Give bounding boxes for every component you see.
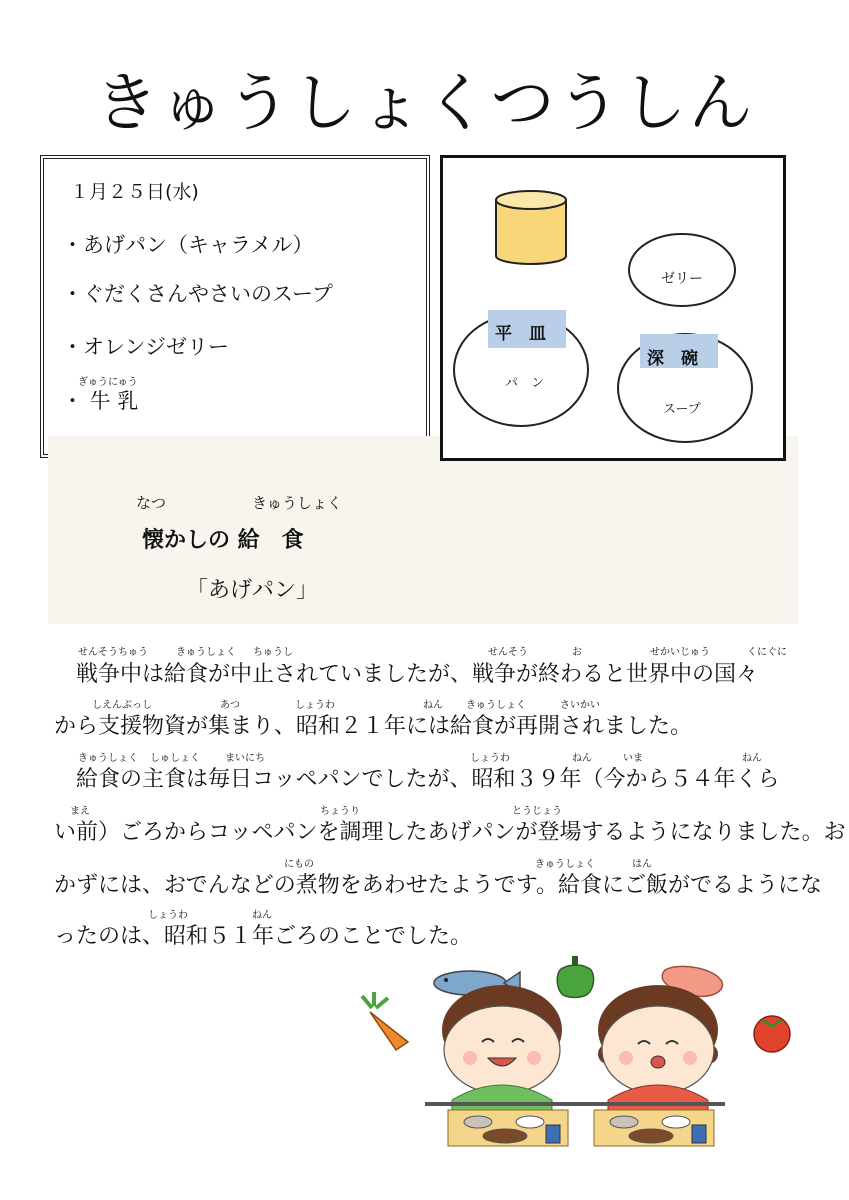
child-right-icon — [598, 985, 718, 1115]
furigana: さいかい — [560, 700, 600, 711]
carrot-icon — [362, 992, 408, 1050]
furigana: しょうわ — [295, 700, 335, 711]
body-line: かずには、おでんなどの煮物をあわせたようです。給食にご飯がでるようにな — [54, 873, 823, 898]
green-pepper-icon — [557, 956, 593, 998]
furigana: ねん — [252, 910, 272, 921]
furigana: ねん — [423, 700, 443, 711]
furigana: あつ — [220, 700, 240, 711]
furigana: にもの — [284, 859, 314, 870]
furigana: しょうわ — [148, 910, 188, 921]
furigana: しょうわ — [470, 753, 510, 764]
page-title: きゅうしょくつうしん — [94, 67, 755, 141]
furigana: お — [572, 647, 582, 658]
furigana: せんそう — [488, 647, 528, 658]
section-title: 懐かしの 給 食 — [142, 528, 304, 553]
deep-bowl-label: 深 碗 — [647, 349, 698, 369]
menu-item-milk: ・ 牛 乳 — [62, 389, 139, 413]
furigana: しゅしょく — [150, 753, 200, 764]
lunch-tray-right-icon — [594, 1110, 714, 1146]
body-line: 給食の主食は毎日コッペパンでしたが、昭和３９年（今から５４年くら — [54, 767, 780, 792]
furigana-natsu: なつ — [136, 494, 167, 512]
furigana: とうじょう — [512, 806, 562, 817]
milk-cup-icon — [496, 191, 566, 264]
menu-item-agepan: ・あげパン（キャラメル） — [62, 233, 314, 257]
furigana: ねん — [572, 753, 592, 764]
bread-label: パ ン — [505, 376, 545, 391]
menu-box — [40, 155, 430, 458]
furigana: いま — [623, 753, 643, 764]
lunch-illustration — [360, 950, 800, 1150]
tray-svg — [443, 158, 783, 458]
furigana: しえんぶっし — [92, 700, 152, 711]
section-subtitle: 「あげパン」 — [186, 578, 319, 603]
milk-ruby: ぎゅうにゅう — [78, 377, 138, 388]
furigana: きゅうしょく — [535, 859, 595, 870]
furigana: はん — [632, 859, 652, 870]
furigana: きゅうしょく — [78, 753, 138, 764]
furigana: くにぐに — [747, 647, 787, 658]
jelly-label: ゼリー — [661, 271, 703, 287]
furigana: ちょうり — [320, 806, 360, 817]
body-line: 戦争中は給食が中止されていましたが、戦争が終わると世界中の国々 — [54, 662, 759, 687]
soup-label: スープ — [663, 402, 701, 417]
lunch-tray-left-icon — [448, 1110, 568, 1146]
furigana: ちゅうし — [253, 647, 293, 658]
furigana: まいにち — [225, 753, 265, 764]
tray-diagram — [440, 155, 786, 461]
child-left-icon — [442, 985, 562, 1115]
furigana: きゅうしょく — [466, 700, 526, 711]
furigana: ねん — [742, 753, 762, 764]
furigana: せかいじゅう — [650, 647, 710, 658]
furigana-kyushoku: きゅうしょく — [252, 494, 343, 512]
body-line: から支援物資が集まり、昭和２１年には給食が再開されました。 — [54, 714, 693, 739]
menu-item-soup: ・ぐだくさんやさいのスープ — [62, 282, 333, 306]
furigana: まえ — [70, 806, 90, 817]
body-line: ったのは、昭和５１年ごろのことでした。 — [54, 924, 473, 949]
desk-line — [425, 1102, 725, 1106]
menu-date: １月２５日(水) — [70, 181, 199, 203]
flat-plate-label: 平 皿 — [495, 324, 546, 344]
menu-item-jelly: ・オレンジゼリー — [62, 335, 229, 359]
body-line: い前）ごろからコッペパンを調理したあげパンが登場するようになりました。お — [54, 820, 846, 845]
furigana: きゅうしょく — [176, 647, 236, 658]
tomato-icon — [754, 1016, 790, 1052]
furigana: せんそうちゅう — [78, 647, 148, 658]
